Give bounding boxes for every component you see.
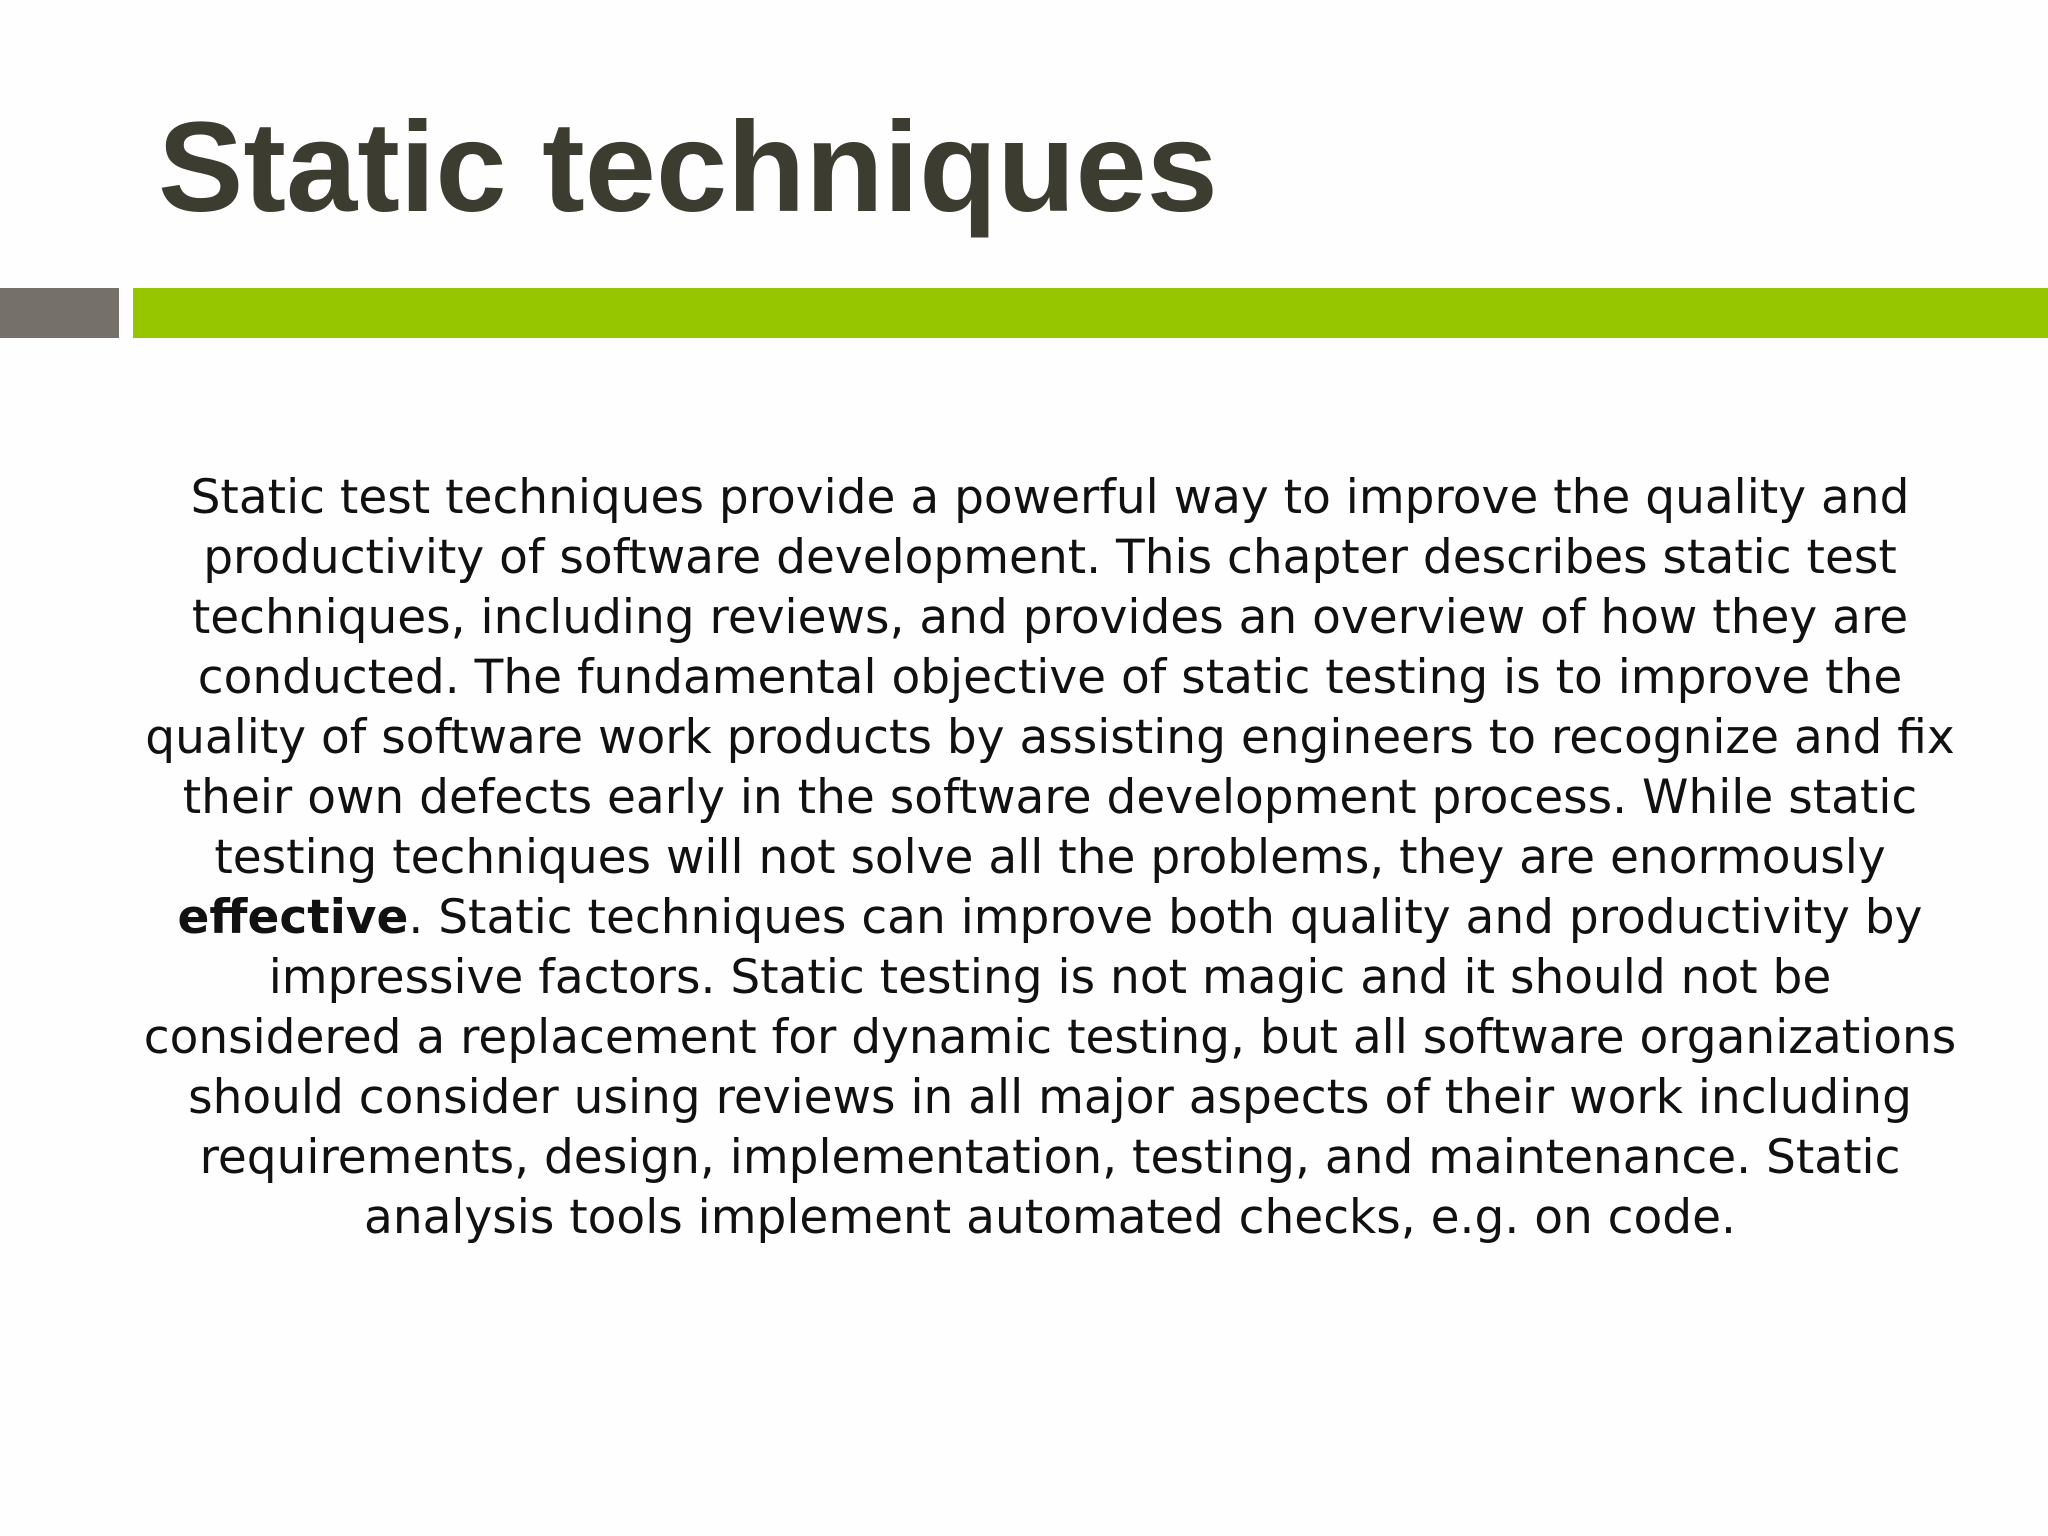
body-text-end: . Static techniques can improve both quality and productivity by impressive factors. Static testing is not magic and it should not be considered a replacement for dynamic testing, but all software organizations should consider using reviews in all major aspects of their work including requirements, design, implementation, testing, and maintenance. Static analysis tools implement automated checks, e.g. on code. <box>143 890 1957 1245</box>
body-text-start: Static test techniques provide a powerful way to improve the quality and productivity of software development. This chapter describes static test techniques, including reviews, and provides an overview of how they are conducted. The fundamental objective of static testing is to improve the quality of software work products by assisting engineers to recognize and fix their own defects early in the software development process. While static testing techniques will not solve all the problems, they are enormously <box>145 470 1955 885</box>
slide-title: Static techniques <box>158 96 1218 239</box>
title-accent-block <box>0 288 119 338</box>
body-text-emphasis: effective <box>177 890 409 945</box>
title-accent-bar <box>133 288 2048 338</box>
body-paragraph <box>140 468 1960 1248</box>
